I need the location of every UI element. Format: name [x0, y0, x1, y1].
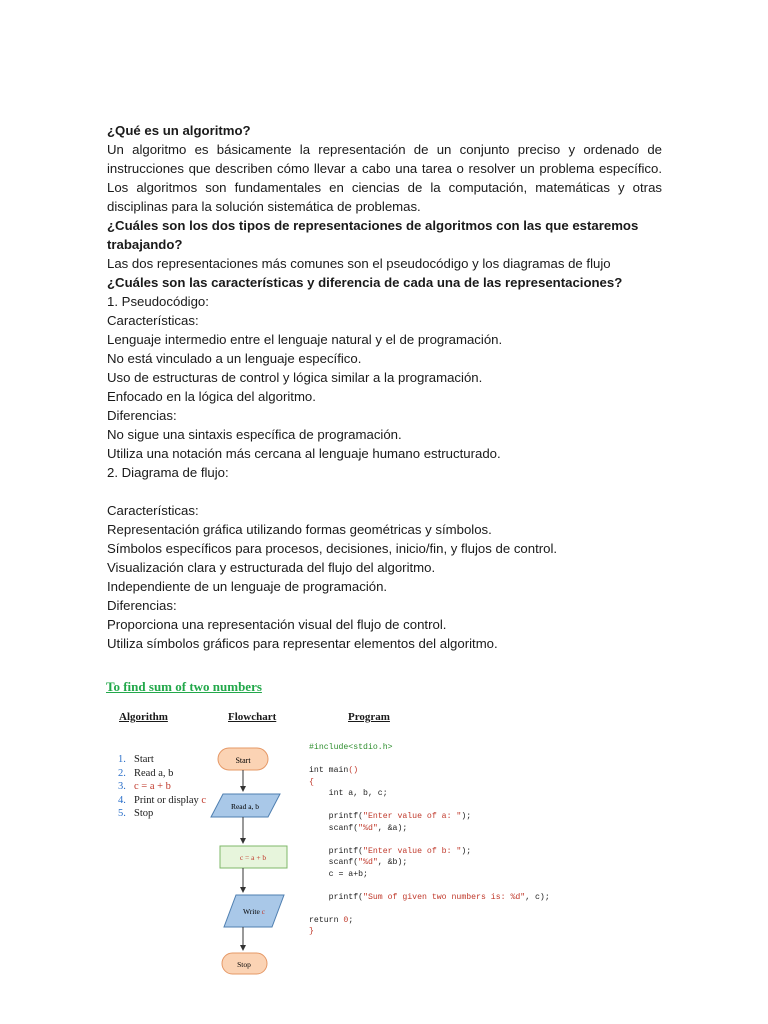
algorithm-header: Algorithm	[119, 711, 168, 723]
step-text: c = a + b	[134, 781, 171, 792]
line-item: Características:	[107, 503, 199, 518]
figure-title: To find sum of two numbers	[106, 679, 262, 694]
heading-characteristics: ¿Cuáles son las características y diferencia de cada una de las representaciones?	[107, 275, 623, 290]
start-label: Start	[235, 756, 251, 765]
heading-what-is-algorithm: ¿Qué es un algoritmo?	[107, 123, 251, 138]
line-item: Utiliza una notación más cercana al lenguaje humano estructurado.	[107, 446, 501, 461]
line-item: Características:	[107, 313, 199, 328]
code-line: return 0;	[309, 915, 354, 925]
step-variable: c	[201, 794, 207, 806]
document-body	[107, 121, 662, 653]
code-line: #include<stdio.h>	[309, 743, 393, 752]
code-line: {	[309, 777, 314, 787]
line-item: Independiente de un lenguaje de programación.	[107, 579, 388, 594]
step-number: 4.	[118, 794, 126, 806]
paragraph-definition: Un algoritmo es básicamente la representación de un conjunto preciso y ordenado de instrucciones que describen cómo llevar a cabo una tarea o resolver un problema específico. Los algoritmos son fundamentales en ciencias de la computación, matemáticas y otras disciplinas para la solución sistemática de problemas.	[107, 142, 662, 214]
line-item: No sigue una sintaxis específica de programación.	[107, 427, 402, 442]
paragraph-two-types: Las dos representaciones más comunes son el pseudocódigo y los diagramas de flujo	[107, 256, 611, 271]
code-line: }	[309, 927, 314, 936]
code-line: int a, b, c;	[309, 789, 388, 798]
heading-two-types: ¿Cuáles son los dos tipos de representaciones de algoritmos con las que estaremos trabajando?	[107, 218, 639, 252]
line-item: 2. Diagrama de flujo:	[107, 465, 229, 480]
step-text: Print or display c	[134, 794, 207, 806]
line-item: Lenguaje intermedio entre el lenguaje natural y el de programación.	[107, 332, 503, 347]
code-line: printf("Sum of given two numbers is: %d", c);	[309, 892, 550, 902]
line-item: Diferencias:	[107, 598, 177, 613]
line-item: Utiliza símbolos gráficos para representar elementos del algoritmo.	[107, 636, 498, 651]
program-header: Program	[348, 711, 390, 723]
step-text: Start	[134, 754, 154, 765]
program-code	[309, 742, 550, 938]
step-text: Stop	[134, 808, 154, 819]
line-item: Diferencias:	[107, 408, 177, 423]
line-item: Enfocado en la lógica del algoritmo.	[107, 389, 316, 404]
process-label: c = a + b	[239, 853, 267, 862]
line-item: Uso de estructuras de control y lógica similar a la programación.	[107, 370, 483, 385]
line-item: Símbolos específicos para procesos, decisiones, inicio/fin, y flujos de control.	[107, 541, 558, 556]
line-item: Representación gráfica utilizando formas geométricas y símbolos.	[107, 522, 492, 537]
line-item: Visualización clara y estructurada del flujo del algoritmo.	[107, 560, 436, 575]
stop-label: Stop	[237, 960, 251, 969]
step-number: 2.	[118, 767, 126, 779]
write-label	[243, 907, 266, 916]
step-text: Read a, b	[134, 767, 174, 779]
line-item: 1. Pseudocódigo:	[107, 294, 209, 309]
step-number: 3.	[118, 781, 126, 792]
line-item: Proporciona una representación visual del flujo de control.	[107, 617, 447, 632]
code-line: scanf("%d", &b);	[309, 858, 408, 867]
code-line: printf("Enter value of a: ");	[309, 812, 472, 821]
blank-line	[107, 482, 662, 501]
write-variable: c	[261, 907, 265, 916]
read-label: Read a, b	[230, 802, 260, 811]
code-line: printf("Enter value of b: ");	[309, 846, 472, 856]
code-line: scanf("%d", &a);	[309, 823, 408, 833]
step-number: 5.	[118, 808, 126, 819]
write-prefix: Write	[243, 907, 260, 916]
line-item: No está vinculado a un lenguaje específico.	[107, 351, 362, 366]
code-line: c = a+b;	[309, 869, 368, 879]
algorithm-figure	[100, 676, 550, 986]
code-line: int main()	[309, 766, 359, 775]
step-number: 1.	[118, 754, 126, 765]
flowchart-header: Flowchart	[228, 711, 277, 723]
